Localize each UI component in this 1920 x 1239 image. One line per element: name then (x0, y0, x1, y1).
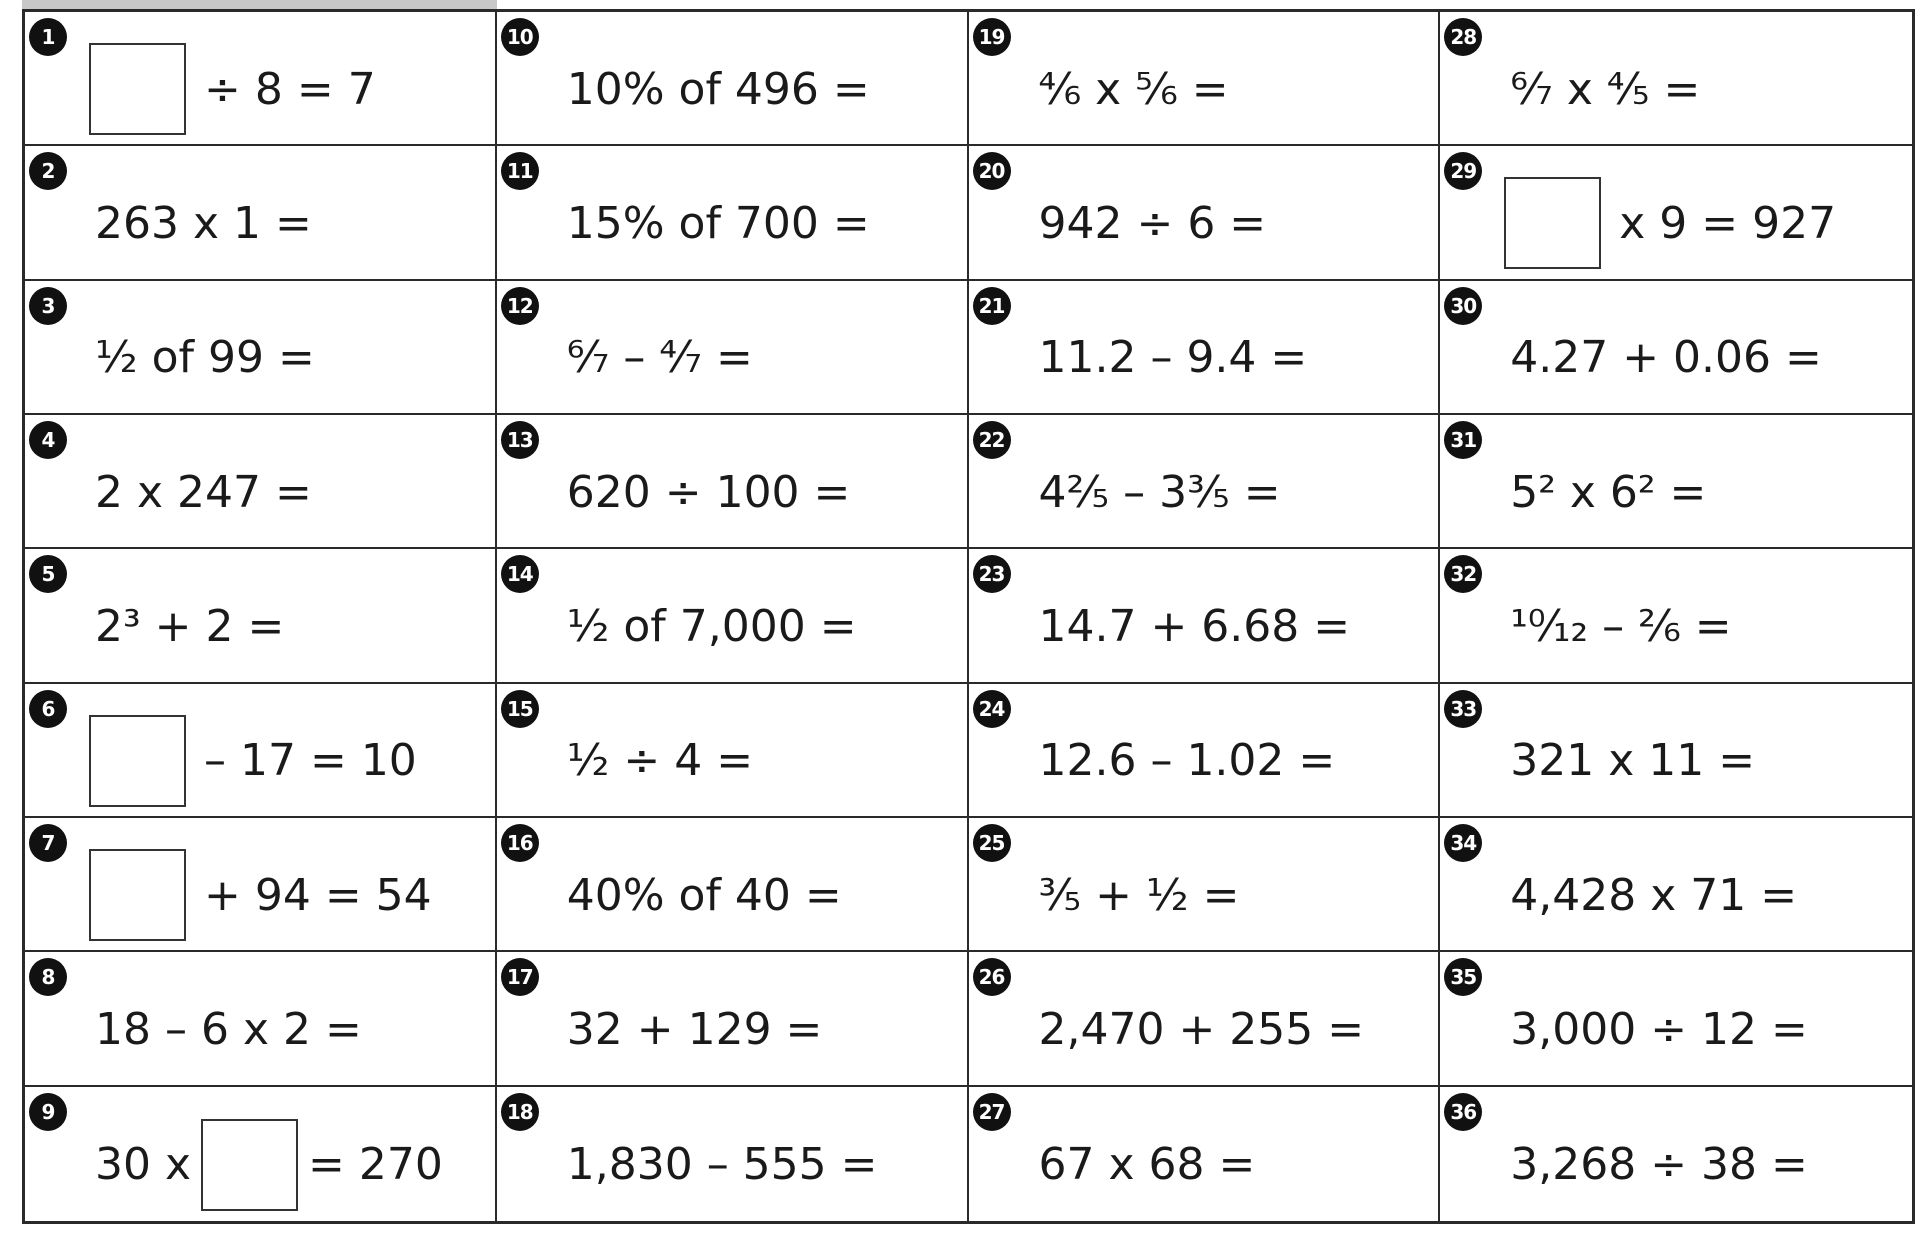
expression-text: x 9 = 927 (1619, 197, 1837, 249)
question-number-badge: 32 (1444, 555, 1482, 593)
problem-expression (95, 332, 315, 383)
expression-text: 5² x 6² = (1510, 466, 1707, 518)
problem-cell (497, 1087, 969, 1221)
question-number-badge: 3 (29, 287, 67, 325)
problem-grid (25, 12, 1912, 1221)
question-number-badge: 6 (29, 690, 67, 728)
problem-cell (1440, 818, 1912, 952)
expression-text: ½ of 7,000 = (566, 600, 857, 652)
problem-expression (95, 467, 312, 518)
expression-text: ³⁄₅ + ½ = (1038, 869, 1240, 921)
problem-expression (1510, 467, 1706, 518)
problem-expression (567, 735, 753, 786)
question-number-badge: 29 (1444, 152, 1482, 190)
problem-cell (969, 281, 1441, 415)
problem-expression (95, 1119, 443, 1211)
problem-cell (25, 415, 497, 549)
problem-cell (497, 281, 969, 415)
expression-text: 10% of 496 = (566, 63, 870, 115)
problem-cell (497, 549, 969, 683)
expression-text: 3,000 ÷ 12 = (1510, 1003, 1808, 1055)
problem-cell (1440, 684, 1912, 818)
problem-cell (969, 549, 1441, 683)
question-number-badge: 12 (501, 287, 539, 325)
problem-cell (497, 818, 969, 952)
problem-cell (25, 1087, 497, 1221)
question-number-badge: 23 (973, 555, 1011, 593)
question-number-badge: 4 (29, 421, 67, 459)
problem-cell (497, 684, 969, 818)
question-number-badge: 13 (501, 421, 539, 459)
expression-text: + 94 = 54 (204, 869, 432, 921)
problem-expression (567, 64, 870, 115)
problem-cell (969, 952, 1441, 1086)
problem-expression (1039, 601, 1351, 652)
question-number-badge: 19 (973, 18, 1011, 56)
problem-cell (1440, 415, 1912, 549)
problem-cell (1440, 1087, 1912, 1221)
problem-expression (95, 601, 284, 652)
problem-expression (95, 715, 417, 807)
expression-text: 4.27 + 0.06 = (1510, 332, 1822, 384)
question-number-badge: 2 (29, 152, 67, 190)
problem-cell (25, 684, 497, 818)
question-number-badge: 34 (1444, 824, 1482, 862)
problem-expression (567, 1004, 823, 1055)
problem-expression (567, 467, 851, 518)
question-number-badge: 9 (29, 1093, 67, 1131)
question-number-badge: 17 (501, 958, 539, 996)
question-number-badge: 18 (501, 1093, 539, 1131)
expression-text: 12.6 – 1.02 = (1038, 735, 1336, 787)
expression-text: 15% of 700 = (566, 197, 870, 249)
expression-text: 942 ÷ 6 = (1038, 197, 1267, 249)
problem-expression (1510, 735, 1755, 786)
expression-text: 18 – 6 x 2 = (95, 1003, 362, 1055)
problem-expression (1510, 870, 1797, 921)
expression-text: 263 x 1 = (95, 197, 312, 249)
question-number-badge: 5 (29, 555, 67, 593)
problem-expression (95, 43, 376, 135)
problem-expression (1039, 735, 1336, 786)
problem-cell (1440, 281, 1912, 415)
question-number-badge: 11 (501, 152, 539, 190)
expression-text: ¹⁰⁄₁₂ – ²⁄₆ = (1510, 600, 1732, 652)
problem-cell (497, 415, 969, 549)
question-number-badge: 22 (973, 421, 1011, 459)
expression-text: ⁶⁄₇ – ⁴⁄₇ = (566, 332, 753, 384)
problem-cell (497, 146, 969, 280)
problem-expression (1510, 332, 1822, 383)
question-number-badge: 31 (1444, 421, 1482, 459)
question-number-badge: 35 (1444, 958, 1482, 996)
question-number-badge: 8 (29, 958, 67, 996)
problem-cell (25, 818, 497, 952)
question-number-badge: 26 (973, 958, 1011, 996)
expression-text: 3,268 ÷ 38 = (1510, 1139, 1808, 1191)
problem-cell (25, 12, 497, 146)
problem-cell (969, 12, 1441, 146)
question-number-badge: 33 (1444, 690, 1482, 728)
problem-cell (25, 952, 497, 1086)
answer-box[interactable] (89, 849, 186, 941)
question-number-badge: 16 (501, 824, 539, 862)
problem-cell (1440, 952, 1912, 1086)
problem-expression (567, 332, 753, 383)
expression-text: = 270 (308, 1139, 443, 1191)
expression-text: 4,428 x 71 = (1510, 869, 1798, 921)
problem-expression (1039, 467, 1281, 518)
problem-expression (567, 870, 842, 921)
answer-box[interactable] (1504, 177, 1601, 269)
problem-expression (95, 1004, 362, 1055)
question-number-badge: 10 (501, 18, 539, 56)
problem-expression (95, 849, 432, 941)
question-number-badge: 24 (973, 690, 1011, 728)
answer-box[interactable] (89, 43, 186, 135)
problem-expression (1039, 1004, 1365, 1055)
question-number-badge: 20 (973, 152, 1011, 190)
question-number-badge: 30 (1444, 287, 1482, 325)
question-number-badge: 15 (501, 690, 539, 728)
problem-expression (95, 198, 312, 249)
arithmetic-worksheet (22, 9, 1915, 1224)
question-number-badge: 27 (973, 1093, 1011, 1131)
question-number-badge: 21 (973, 287, 1011, 325)
problem-expression (1039, 198, 1267, 249)
question-number-badge: 36 (1444, 1093, 1482, 1131)
problem-cell (497, 952, 969, 1086)
expression-text: ½ of 99 = (95, 332, 315, 384)
problem-cell (969, 1087, 1441, 1221)
expression-text: 1,830 – 555 = (566, 1139, 878, 1191)
expression-text: ⁶⁄₇ x ⁴⁄₅ = (1510, 63, 1701, 115)
problem-expression (1039, 1139, 1256, 1190)
expression-text: 620 ÷ 100 = (566, 466, 851, 518)
problem-expression (567, 601, 857, 652)
problem-cell (969, 146, 1441, 280)
expression-text: ½ ÷ 4 = (566, 735, 754, 787)
question-number-badge: 14 (501, 555, 539, 593)
expression-text: 14.7 + 6.68 = (1038, 600, 1351, 652)
question-number-badge: 1 (29, 18, 67, 56)
problem-expression (1510, 177, 1836, 269)
problem-expression (567, 1139, 878, 1190)
answer-box[interactable] (89, 715, 186, 807)
problem-expression (1510, 601, 1731, 652)
expression-text: 2,470 + 255 = (1038, 1003, 1365, 1055)
problem-expression (1510, 1139, 1808, 1190)
expression-text: 2 x 247 = (95, 466, 312, 518)
question-number-badge: 7 (29, 824, 67, 862)
expression-text: ÷ 8 = 7 (204, 63, 376, 115)
expression-text: ⁴⁄₆ x ⁵⁄₆ = (1038, 63, 1229, 115)
expression-text: 2³ + 2 = (95, 600, 285, 652)
problem-cell (1440, 146, 1912, 280)
problem-cell (1440, 12, 1912, 146)
problem-expression (1510, 1004, 1808, 1055)
problem-cell (969, 818, 1441, 952)
problem-cell (25, 281, 497, 415)
question-number-badge: 28 (1444, 18, 1482, 56)
problem-cell (1440, 549, 1912, 683)
expression-text: 4²⁄₅ – 3³⁄₅ = (1038, 466, 1281, 518)
problem-expression (1510, 64, 1700, 115)
problem-cell (497, 12, 969, 146)
answer-box[interactable] (201, 1119, 298, 1211)
expression-text: 67 x 68 = (1038, 1139, 1256, 1191)
problem-cell (969, 415, 1441, 549)
expression-text: 321 x 11 = (1510, 735, 1756, 787)
problem-expression (1039, 870, 1240, 921)
expression-text: – 17 = 10 (204, 735, 417, 787)
expression-text: 30 x (95, 1139, 192, 1191)
expression-text: 40% of 40 = (566, 869, 842, 921)
problem-cell (25, 549, 497, 683)
expression-text: 11.2 – 9.4 = (1038, 332, 1308, 384)
problem-cell (25, 146, 497, 280)
expression-text: 32 + 129 = (566, 1003, 823, 1055)
problem-expression (567, 198, 870, 249)
question-number-badge: 25 (973, 824, 1011, 862)
problem-cell (969, 684, 1441, 818)
problem-expression (1039, 332, 1308, 383)
top-edge-strip (22, 0, 497, 9)
problem-expression (1039, 64, 1229, 115)
